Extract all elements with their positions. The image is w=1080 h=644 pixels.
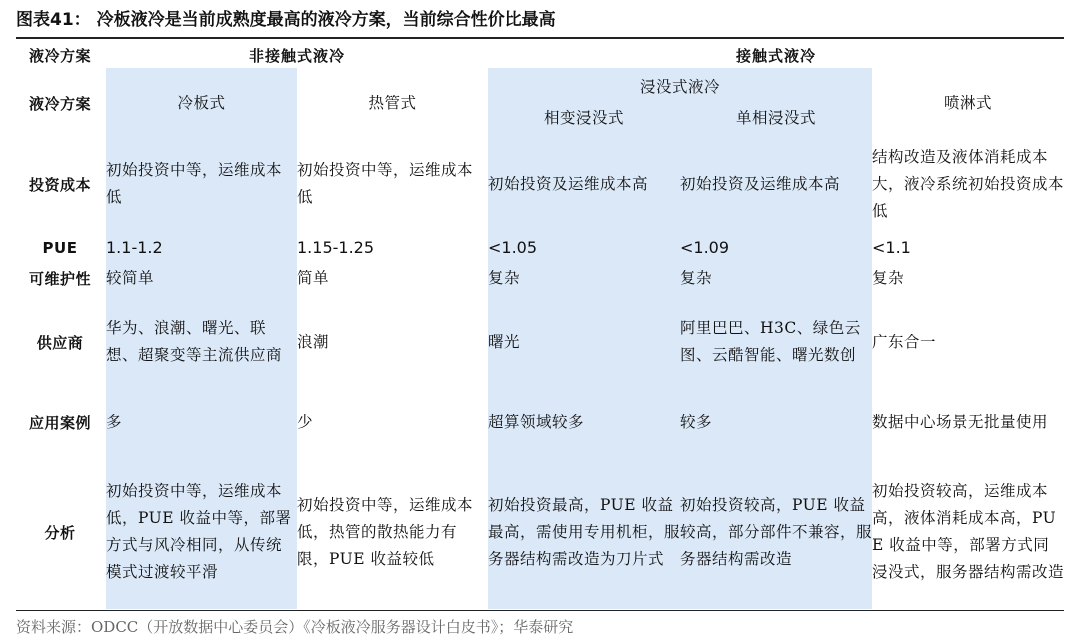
cell-cases-spray: 数据中心场景无批量使用 bbox=[872, 412, 1049, 431]
cell-pue-single-phase: <1.09 bbox=[680, 238, 730, 257]
cell-cases-cold-plate: 多 bbox=[106, 412, 123, 431]
cell-pue-phase-change: <1.05 bbox=[488, 238, 538, 257]
cell-cases-single-phase: 较多 bbox=[680, 412, 713, 431]
cell-analysis-phase-change: 初始投资最高，PUE 收益最高，需使用专用机柜，服务器结构需改造为刀片式 bbox=[488, 495, 681, 568]
cell-suppliers-heat-pipe: 浪潮 bbox=[297, 332, 330, 351]
source-note: 资料来源：ODCC（开放数据中心委员会）《冷板液冷服务器设计白皮书》；华泰研究 bbox=[16, 618, 574, 636]
header-single-phase: 单相浸没式 bbox=[735, 109, 816, 127]
cell-analysis-single-phase: 初始投资较高，PUE 收益较高，部分部件不兼容，服务器结构需改造 bbox=[680, 495, 873, 568]
bottom-rule bbox=[16, 610, 1064, 611]
cell-suppliers-spray: 广东合一 bbox=[872, 332, 937, 351]
group-noncontact-header: 非接触式液冷 bbox=[248, 46, 345, 65]
cell-maintain-cold-plate: 较简单 bbox=[106, 268, 155, 287]
header-heat-pipe: 热管式 bbox=[368, 93, 417, 112]
cell-pue-cold-plate: 1.1-1.2 bbox=[106, 238, 163, 257]
cell-investment-single-phase: 初始投资及运维成本高 bbox=[680, 174, 841, 193]
cell-maintain-spray: 复杂 bbox=[872, 268, 905, 287]
cell-cases-heat-pipe: 少 bbox=[297, 412, 314, 431]
row-label-suppliers: 供应商 bbox=[36, 333, 84, 352]
row-label-analysis: 分析 bbox=[44, 523, 76, 542]
cell-pue-spray: <1.1 bbox=[872, 238, 911, 257]
cell-analysis-spray: 初始投资较高，运维成本高，液体消耗成本高，PUE 收益中等，部署方式同浸没式，服务器结构需改造 bbox=[872, 482, 1065, 581]
cell-maintain-single-phase: 复杂 bbox=[680, 268, 713, 287]
cell-investment-cold-plate: 初始投资中等，运维成本低 bbox=[106, 161, 283, 206]
cell-pue-heat-pipe: 1.15-1.25 bbox=[297, 238, 375, 257]
cell-investment-phase-change: 初始投资及运维成本高 bbox=[488, 174, 649, 193]
cell-suppliers-cold-plate: 华为、浪潮、曙光、联想、超聚变等主流供应商 bbox=[106, 319, 283, 364]
cell-suppliers-single-phase: 阿里巴巴、H3C、绿色云图、云酷智能、曙光数创 bbox=[680, 319, 861, 364]
header-spray: 喷淋式 bbox=[943, 93, 992, 112]
group-contact-header: 接触式液冷 bbox=[735, 46, 816, 65]
cell-maintain-heat-pipe: 简单 bbox=[297, 268, 330, 287]
header-corner: 液冷方案 bbox=[28, 46, 91, 65]
cell-analysis-cold-plate: 初始投资中等，运维成本低，PUE 收益中等，部署方式与风冷相同，从传统模式过渡较平滑 bbox=[106, 482, 292, 581]
cell-analysis-heat-pipe: 初始投资中等，运维成本低，热管的散热能力有限，PUE 收益较低 bbox=[297, 495, 474, 568]
cell-maintain-phase-change: 复杂 bbox=[488, 268, 521, 287]
row-label-pue: PUE bbox=[42, 238, 78, 257]
cell-investment-heat-pipe: 初始投资中等，运维成本低 bbox=[297, 161, 474, 206]
cell-investment-spray: 结构改造及液体消耗成本大，液冷系统初始投资成本低 bbox=[872, 147, 1065, 220]
figure-title: 图表41： 冷板液冷是当前成熟度最高的液冷方案，当前综合性价比最高 bbox=[16, 10, 556, 30]
row-label-cases: 应用案例 bbox=[28, 413, 91, 432]
row-label-investment: 投资成本 bbox=[28, 175, 91, 194]
header-cold-plate: 冷板式 bbox=[177, 93, 226, 112]
header-immersion: 浸没式液冷 bbox=[639, 77, 720, 96]
cell-cases-phase-change: 超算领域较多 bbox=[488, 412, 585, 431]
row-label-maintainability: 可维护性 bbox=[28, 269, 91, 288]
cell-suppliers-phase-change: 曙光 bbox=[488, 332, 521, 351]
header-phase-change: 相变浸没式 bbox=[543, 109, 624, 127]
header-row-label: 液冷方案 bbox=[28, 94, 91, 113]
